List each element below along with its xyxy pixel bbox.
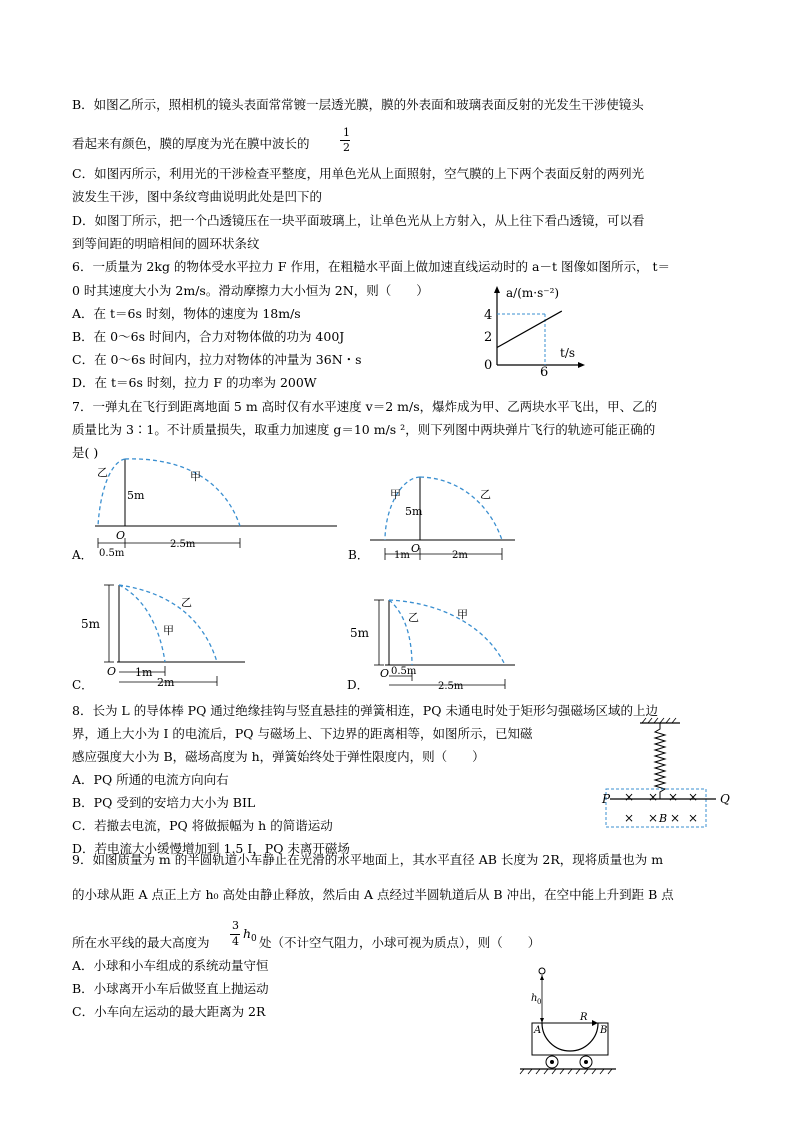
question-9-line3-prefix: 所在水平线的最大高度为	[72, 935, 210, 950]
question-6-line2: 0 时其速度大小为 2m/s。滑动摩擦力大小恒为 2N，则（ ）	[72, 283, 429, 298]
field-cross: ×	[624, 790, 635, 804]
question-8-option-a: A．PQ 所通的电流方向向右	[72, 772, 229, 787]
label-origin: O	[411, 542, 421, 555]
label-jia: 甲	[190, 470, 201, 483]
label-b: B	[659, 812, 668, 825]
trajectory-jia	[119, 585, 165, 662]
height-arrow-top	[540, 975, 544, 980]
label-h0-sub: 0	[537, 998, 542, 1006]
option-5b-line1: B．如图乙所示，照相机的镜头表面常常镀一层透光膜，膜的外表面和玻璃表面反射的光发生干涉使镜头	[72, 97, 644, 112]
q9-fraction-numerator: 3	[232, 919, 239, 932]
label-yi: 乙	[97, 466, 108, 479]
field-cross: ×	[624, 811, 635, 825]
label-height: 5m	[81, 617, 101, 631]
question-8-option-b: B．PQ 受到的安培力大小为 BIL	[72, 795, 256, 810]
question-9-option-c: C．小车向左运动的最大距离为 2R	[72, 1004, 266, 1019]
question-8-option-d: D．若电流大小缓慢增加到 1.5 I，PQ 未离开磁场	[72, 841, 350, 856]
label-distance-2: 2m	[452, 550, 468, 561]
question-7-line2: 质量比为 3∶1。不计质量损失，取重力加速度 g＝10 m/s ²，则下列图中两块弹片飞行的轨迹可能正确的	[72, 422, 656, 437]
label-a: A	[534, 1025, 542, 1036]
q9-h-symbol: h	[243, 926, 252, 941]
field-cross: ×	[688, 790, 699, 804]
label-yi: 乙	[408, 611, 419, 624]
label-origin: O	[107, 665, 117, 678]
tick-label-6: 6	[540, 365, 549, 380]
origin-label: 0	[484, 358, 493, 373]
figure-d	[347, 593, 525, 693]
field-cross: ×	[648, 811, 659, 825]
field-cross: ×	[688, 811, 699, 825]
choice-label: A．	[72, 548, 93, 562]
x-axis-arrow	[578, 362, 585, 368]
choice-label: D．	[347, 678, 369, 692]
cart-body	[532, 1023, 608, 1055]
q8-figure	[598, 715, 738, 835]
label-yi: 乙	[181, 596, 192, 609]
series-line	[497, 311, 562, 347]
trajectory-jia	[389, 600, 505, 665]
option-5b-line2: 看起来有颜色，膜的厚度为光在膜中波长的	[72, 136, 310, 151]
label-b: B	[600, 1025, 608, 1036]
question-6-line1: 6．一质量为 2kg 的物体受水平拉力 F 作用，在粗糙水平面上做加速直线运动时的 a－t 图像如图所示， t＝	[72, 259, 670, 274]
q9-h-subscript: 0	[251, 934, 257, 944]
label-origin: O	[116, 529, 126, 542]
label-distance-1: 0.5m	[99, 548, 125, 559]
question-9-line3-suffix: 处（不计空气阻力，小球可视为质点），则（ ）	[259, 935, 541, 950]
option-5d-line1: D．如图丁所示，把一个凸透镜压在一块平面玻璃上，让单色光从上方射入，从上往下看凸透镜，可以看	[72, 213, 645, 228]
label-r: R	[580, 1012, 588, 1023]
label-h0: h	[531, 993, 538, 1004]
question-6-option-b: B．在 0～6s 时间内，合力对物体做的功为 400J	[72, 329, 345, 344]
question-8-option-c: C．若撤去电流，PQ 将做振幅为 h 的简谐运动	[72, 818, 333, 833]
choice-label: B．	[348, 548, 369, 562]
spring	[655, 723, 665, 799]
question-6-option-a: A．在 t＝6s 时刻，物体的速度为 18m/s	[72, 306, 301, 321]
question-7-line1: 7．一弹丸在飞行到距离地面 5 m 高时仅有水平速度 v＝2 m/s，爆炸成为甲、乙两块水平飞出，甲、乙的	[72, 399, 658, 414]
fraction-denominator: 2	[343, 141, 350, 154]
ground-hatch	[520, 1069, 612, 1074]
question-9-line1: 9．如图质量为 m 的半圆轨道小车静止在光滑的水平地面上，其水平直径 AB 长度为 2R，现将质量也为 m	[72, 852, 664, 867]
question-9-line2: 的小球从距 A 点正上方 h₀ 高处由静止释放，然后由 A 点经过半圆轨道后从 B 冲出，在空中能上升到距 B 点	[72, 887, 674, 902]
question-8-line1: 8．长为 L 的导体棒 PQ 通过绝缘挂钩与竖直悬挂的弹簧相连，PQ 未通电时处于矩形匀强磁场区域的上边	[72, 703, 658, 718]
label-height: 5m	[405, 505, 423, 518]
question-9-option-b: B．小球离开小车后做竖直上抛运动	[72, 981, 269, 996]
y-axis-label: a/(m·s⁻²)	[506, 286, 560, 300]
label-distance-2: 2.5m	[170, 539, 196, 550]
label-jia: 甲	[457, 608, 468, 621]
question-6-option-d: D．在 t＝6s 时刻，拉力 F 的功率为 200W	[72, 375, 317, 390]
q6-at-graph	[470, 283, 595, 378]
fraction-numerator: 1	[343, 126, 350, 139]
label-p: P	[602, 792, 611, 806]
ball	[539, 968, 545, 974]
q9-figure	[512, 963, 622, 1081]
option-5c-line2: 波发生干涉，图中条纹弯曲说明此处是凹下的	[72, 189, 323, 204]
semicircular-track	[542, 1023, 598, 1051]
wheel-right-hub	[584, 1060, 588, 1064]
y-axis-arrow	[494, 286, 500, 293]
label-yi: 乙	[480, 488, 491, 501]
field-cross: ×	[648, 790, 659, 804]
figure-a	[72, 452, 355, 562]
question-8-line3: 感应强度大小为 B，磁场高度为 h，弹簧始终处于弹性限度内，则（ ）	[72, 749, 485, 764]
trajectory-yi	[420, 477, 502, 540]
tick-label-2: 2	[484, 330, 493, 345]
tick-label-4: 4	[484, 308, 493, 323]
label-height: 5m	[350, 626, 370, 640]
label-height: 5m	[127, 489, 145, 502]
ceiling-hatch	[642, 718, 676, 723]
choice-label: C．	[72, 678, 94, 692]
option-5d-line2: 到等间距的明暗相间的圆环状条纹	[72, 236, 260, 251]
x-axis-label: t/s	[560, 346, 576, 360]
field-cross: ×	[668, 790, 679, 804]
label-distance-1: 0.5m	[391, 666, 417, 677]
q9-fraction-denominator: 4	[232, 935, 239, 948]
wheel-left-hub	[550, 1060, 554, 1064]
label-distance-2: 2.5m	[438, 681, 464, 692]
question-9-option-a: A．小球和小车组成的系统动量守恒	[72, 958, 269, 973]
label-jia: 甲	[390, 488, 401, 501]
trajectory-yi	[389, 600, 412, 665]
height-arrow-bottom	[540, 1018, 544, 1023]
question-7-line3: 是( )	[72, 445, 99, 460]
radius-arrowhead	[592, 1020, 598, 1026]
option-5c-line1: C．如图丙所示，利用光的干涉检查平整度，用单色光从上面照射，空气膜的上下两个表面反射的两列光	[72, 166, 645, 181]
label-jia: 甲	[163, 624, 174, 637]
label-q: Q	[720, 792, 730, 806]
figure-c	[72, 578, 265, 693]
question-6-option-c: C．在 0～6s 时间内，拉力对物体的冲量为 36N・s	[72, 352, 362, 367]
label-distance-2: 2m	[157, 676, 175, 689]
label-distance-1: 1m	[135, 666, 153, 679]
field-cross: ×	[670, 811, 681, 825]
label-distance-1: 1m	[394, 550, 410, 561]
label-origin: O	[380, 667, 390, 680]
question-8-line2: 界，通上大小为 I 的电流后，PQ 与磁场上、下边界的距离相等，如图所示，已知磁	[72, 726, 533, 741]
figure-b	[348, 470, 525, 565]
